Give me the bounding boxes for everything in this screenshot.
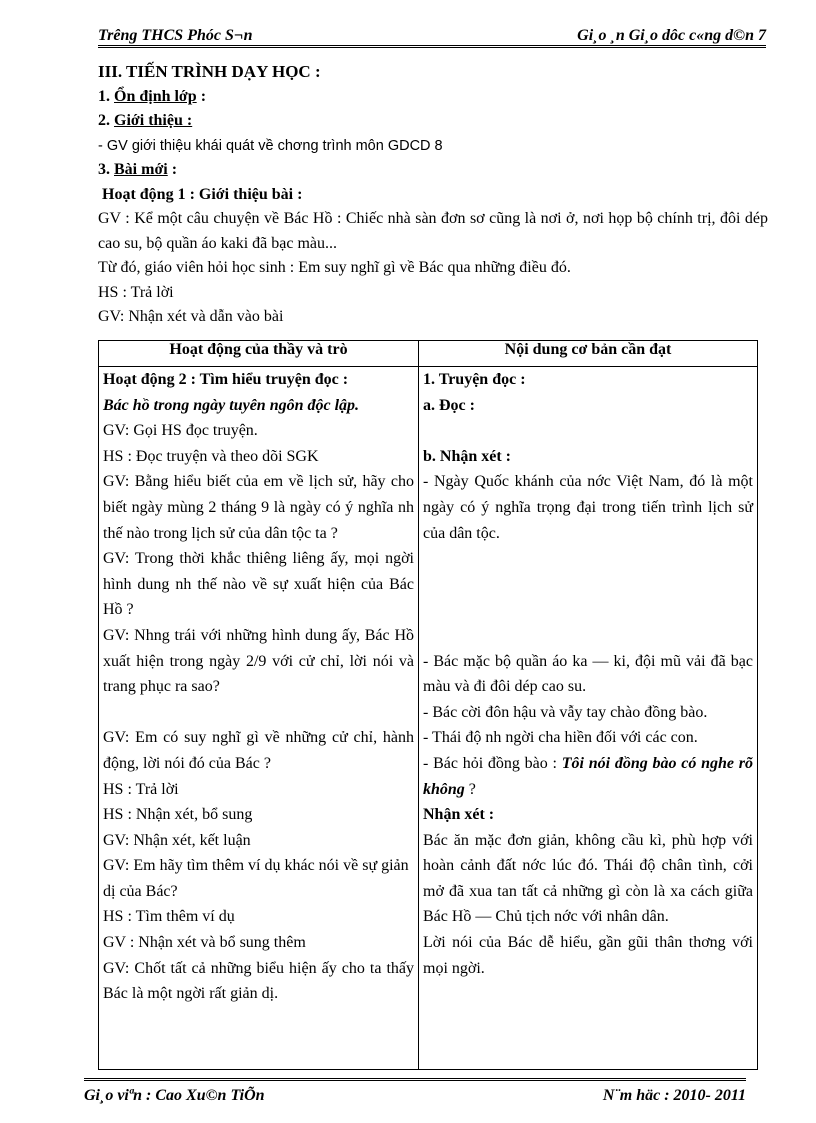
content-line: - Bác cời đôn hậu và vẫy tay chào đồng bào. <box>423 703 708 721</box>
activity-line: GV: Nhận xét, kết luận <box>103 831 251 849</box>
page-footer <box>84 1078 746 1105</box>
intro-paragraph-4: GV: Nhận xét và dẫn vào bài <box>98 308 284 325</box>
col-header-content: Nội dung cơ bản cần đạt <box>419 341 758 367</box>
activity-1-title: Hoạt động 1 : Giới thiệu bài : <box>102 185 303 203</box>
activity-line: GV: Chốt tất cả những biểu hiện ấy cho ta thấy Bác là một ngời rất giản dị. <box>103 959 414 1003</box>
content-heading: b. Nhận xét : <box>423 447 512 465</box>
activity-line: GV : Nhận xét và bổ sung thêm <box>103 934 306 952</box>
activity-line: GV: Em có suy nghĩ gì về những cử chỉ, hành động, lời nói đó của Bác ? <box>103 729 414 772</box>
page-header <box>98 23 766 48</box>
section-title: III. TIẾN TRÌNH DẠY HỌC : <box>98 62 321 81</box>
teacher-name: Gi¸o viªn : Cao Xu©n TiÕn <box>84 1087 265 1104</box>
lesson-table <box>98 340 758 1070</box>
item-2: 2. Giới thiệu : <box>98 112 193 129</box>
content-heading: Nhận xét : <box>423 806 495 824</box>
content-line: - Thái độ nh ngời cha hiền đối với các con. <box>423 729 698 747</box>
activity-line: HS : Trả lời <box>103 780 179 798</box>
content-line: - Bác hỏi đồng bào : Tôi nói đồng bào có nghe rõ không ? <box>423 754 753 798</box>
content-line: Lời nói của Bác dễ hiểu, gần gũi thân thơng với mọi ngời. <box>423 934 753 977</box>
content-line: - Bác mặc bộ quần áo ka — ki, đội mũ vải đã bạc màu và đi đôi dép cao su. <box>423 652 753 696</box>
content-line: - Ngày Quốc khánh của nớc Việt Nam, đó là một ngày có ý nghĩa trọng đại trong tiến trình lịch sử của dân tộc. <box>423 473 753 542</box>
item-3: 3. Bài mới : <box>98 161 178 178</box>
subject-title: Gi¸o ¸n Gi¸o dôc c«ng d©n 7 <box>577 27 766 44</box>
activity-line: GV: Em hãy tìm thêm ví dụ khác nói về sự giản dị của Bác? <box>103 857 409 900</box>
table-header-row <box>99 341 758 367</box>
activity-2-title: Hoạt động 2 : Tìm hiểu truyện đọc : <box>103 371 349 388</box>
intro-paragraph-3: HS : Trả lời <box>98 283 174 301</box>
item-1: 1. Ổn định lớp : <box>98 87 207 105</box>
story-title: Bác hồ trong ngày tuyên ngôn độc lập. <box>103 396 360 414</box>
content-cell <box>419 367 758 1070</box>
content-heading: a. Đọc : <box>423 396 475 414</box>
col-header-activities: Hoạt động của thầy và trò <box>99 341 419 367</box>
intro-paragraph-2: Từ đó, giáo viên hỏi học sinh : Em suy nghĩ gì về Bác qua những điều đó. <box>98 259 571 276</box>
intro-section <box>98 60 768 330</box>
activity-line: GV: Nhng trái với những hình dung ấy, Bác Hồ xuất hiện trong ngày 2/9 với cử chỉ, lời nói và trang phục ra sao? <box>103 626 414 696</box>
content-heading: 1. Truyện đọc : <box>423 371 526 388</box>
item-2-text: - GV giới thiệu khái quát về chơng trình môn GDCD 8 <box>98 137 443 154</box>
activity-line: GV: Trong thời khắc thiêng liêng ấy, mọi ngời hình dung nh thế nào về sự xuất hiện của Bác Hồ ? <box>103 550 414 619</box>
activity-line: HS : Đọc truyện và theo dõi SGK <box>103 447 319 465</box>
intro-paragraph-1: GV : Kể một câu chuyện về Bác Hồ : Chiếc nhà sàn đơn sơ cũng là nơi ở, nơi họp bộ chính trị, đôi dép cao su, bộ quần áo kaki đã bạc màu... <box>98 210 768 252</box>
school-name: Trêng THCS Phóc S¬n <box>98 27 253 44</box>
activities-cell <box>99 367 419 1070</box>
school-year: N¨m häc : 2010- 2011 <box>602 1087 746 1104</box>
activity-line: HS : Tìm thêm ví dụ <box>103 908 235 926</box>
activity-line: GV: Gọi HS đọc truyện. <box>103 422 258 440</box>
content-line: Bác ăn mặc đơn giản, không cầu kì, phù hợp với hoàn cảnh đất nớc lúc đó. Thái độ chân tình, cởi mở đã xua tan tất cả những gì còn là xa cách giữa Bác Hồ — Chủ tịch nớc với nhân dân. <box>423 831 753 926</box>
activity-line: HS : Nhận xét, bổ sung <box>103 806 253 824</box>
table-row <box>99 367 758 1070</box>
activity-line: GV: Bằng hiểu biết của em về lịch sử, hãy cho biết ngày mùng 2 tháng 9 là ngày có ý nghĩa nh thế nào trong lịch sử của dân tộc ta ? <box>103 473 414 542</box>
